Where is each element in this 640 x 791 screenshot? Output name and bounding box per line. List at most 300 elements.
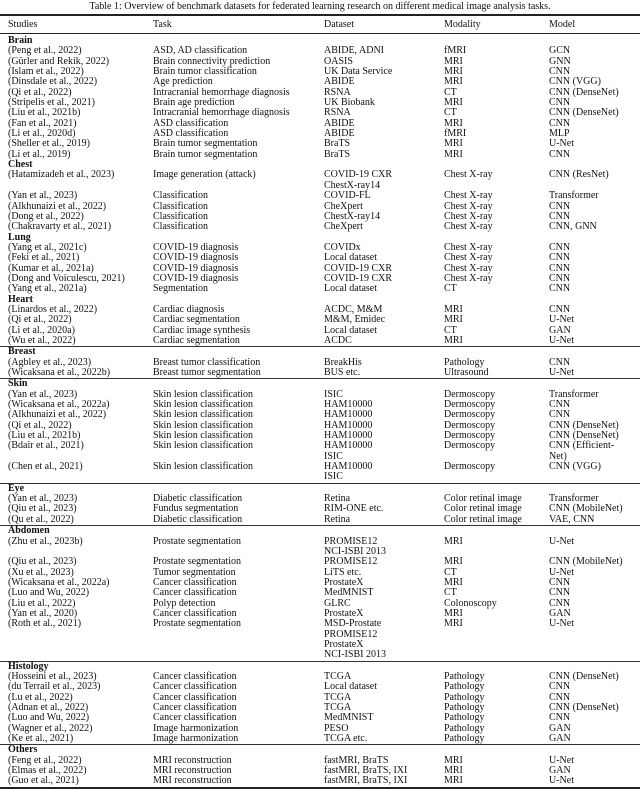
study-cell: (Wicaksana et al., 2022b) [8, 367, 111, 378]
model-cell: GCN [549, 45, 571, 57]
task-cell: Prostate segmentation [153, 618, 242, 630]
study-cell: (Xu et al., 2023) [8, 566, 74, 578]
table-row [0, 431, 640, 441]
dataset-cell: TCGA etc. [324, 733, 368, 745]
modality-cell: Chest X-ray [444, 241, 493, 253]
table-row [0, 119, 640, 129]
task-cell: Segmentation [153, 283, 208, 295]
table-row [0, 588, 640, 598]
task-cell: Skin lesion classification [153, 388, 253, 400]
model-cell: CNN [549, 117, 571, 129]
table-row [0, 139, 640, 149]
model-cell: U-Net [549, 754, 574, 766]
table-row [0, 619, 640, 661]
modality-cell: Pathology [444, 733, 485, 745]
dataset-cell: fastMRI, BraTS, IXI [324, 765, 408, 777]
model-cell: U-Net [549, 566, 574, 578]
model-cell: CNN (DenseNet) [549, 419, 619, 431]
model-cell: U-Net [549, 775, 574, 787]
model-cell: Transformer [549, 388, 599, 400]
dataset-cell: HAM10000 ISIC [324, 461, 373, 483]
dataset-cell: PESO [324, 722, 349, 734]
task-cell: Cardiac image synthesis [153, 324, 251, 336]
task-cell: Brain tumor classification [153, 66, 257, 78]
dataset-cell: COVID-FL [324, 190, 371, 202]
task-cell: Classification [153, 200, 208, 212]
table-row [0, 578, 640, 588]
study-cell: (Qu et al., 2022) [8, 513, 74, 525]
modality-cell: MRI [444, 97, 463, 109]
table-row [0, 88, 640, 98]
model-cell: CNN [549, 597, 571, 609]
task-cell: Prostate segmentation [153, 556, 242, 568]
dataset-cell: RIM-ONE etc. [324, 503, 384, 515]
task-cell: ASD classification [153, 117, 229, 129]
study-cell: (Dong and Voiculescu, 2021) [8, 272, 125, 284]
modality-cell: MRI [444, 138, 463, 150]
model-cell: CNN [549, 200, 571, 212]
task-cell: Prostate segmentation [153, 535, 242, 547]
section-title: Breast [8, 346, 36, 358]
benchmark-table [0, 14, 640, 789]
study-cell: (Qi et al., 2022) [8, 86, 72, 98]
model-cell: CNN (MobileNet) [549, 503, 623, 515]
table-row [0, 150, 640, 160]
table-row [0, 494, 640, 504]
modality-cell: CT [444, 324, 457, 336]
task-cell: Cancer classification [153, 607, 237, 619]
table-row [0, 776, 640, 787]
modality-cell: Dermoscopy [444, 399, 496, 411]
dataset-cell: HAM10000 [324, 409, 373, 421]
study-cell: (Alkhunaizi et al., 2022) [8, 409, 107, 421]
study-cell: (Guo et al., 2021) [8, 775, 79, 787]
task-cell: MRI reconstruction [153, 775, 232, 787]
study-cell: (Liu et al., 2021b) [8, 107, 81, 119]
study-cell: (Luo and Wu, 2022) [8, 712, 90, 724]
section-title: Heart [8, 293, 33, 305]
model-cell: U-Net [549, 367, 574, 378]
model-cell: GAN [549, 765, 571, 777]
task-cell: Skin lesion classification [153, 430, 253, 442]
modality-cell: Dermoscopy [444, 388, 496, 400]
modality-cell: MRI [444, 66, 463, 78]
task-cell: Brain connectivity prediction [153, 55, 271, 67]
study-cell: (Luo and Wu, 2022) [8, 587, 90, 599]
task-cell: Cancer classification [153, 691, 237, 703]
dataset-cell: HAM10000 ISIC [324, 440, 373, 462]
section-title: Chest [8, 159, 33, 171]
modality-cell: fMRI [444, 45, 467, 57]
table-row [0, 108, 640, 118]
study-cell: (Alkhunaizi et al., 2022) [8, 200, 107, 212]
modality-cell: Ultrasound [444, 367, 489, 378]
dataset-cell: GLRC [324, 597, 351, 609]
table-row [0, 202, 640, 212]
table-row [0, 274, 640, 284]
model-cell: Transformer [549, 493, 599, 505]
study-cell: (Hosseini et al., 2023) [8, 670, 97, 682]
modality-cell: Dermoscopy [444, 430, 496, 442]
section-title: Histology [8, 660, 49, 672]
model-cell: CNN [549, 576, 571, 588]
modality-cell: MRI [444, 76, 463, 88]
section-title: Others [8, 744, 38, 756]
modality-cell: Chest X-ray [444, 210, 493, 222]
model-cell: U-Net [549, 314, 574, 326]
study-cell: (Wicaksana et al., 2022a) [8, 576, 110, 588]
modality-cell: Chest X-ray [444, 169, 493, 181]
study-cell: (Qi et al., 2022) [8, 419, 72, 431]
task-cell: Fundus segmentation [153, 503, 239, 515]
dataset-cell: ABIDE [324, 128, 355, 140]
dataset-cell: fastMRI, BraTS, IXI [324, 775, 408, 787]
task-cell: Intracranial hemorrhage diagnosis [153, 86, 290, 98]
dataset-cell: fastMRI, BraTS [324, 754, 389, 766]
benchmark-table-container [0, 14, 640, 789]
task-cell: MRI reconstruction [153, 765, 232, 777]
model-cell: Transformer [549, 190, 599, 202]
study-cell: (Yan et al., 2023) [8, 190, 78, 202]
modality-cell: Pathology [444, 691, 485, 703]
task-cell: COVID-19 diagnosis [153, 241, 239, 253]
dataset-cell: M&M, Emidec [324, 314, 386, 326]
study-cell: (Zhu et al., 2023b) [8, 535, 83, 547]
model-cell: CNN [549, 272, 571, 284]
section-header-others [0, 745, 640, 756]
modality-cell: Chest X-ray [444, 200, 493, 212]
model-cell: CNN [549, 148, 571, 160]
modality-cell: fMRI [444, 128, 467, 140]
header-model: Model [549, 19, 576, 30]
table-row [0, 315, 640, 325]
task-cell: Cancer classification [153, 681, 237, 693]
modality-cell: MRI [444, 303, 463, 315]
model-cell: CNN (DenseNet) [549, 107, 619, 119]
modality-cell: Color retinal image [444, 513, 522, 525]
dataset-cell: Retina [324, 513, 351, 525]
model-cell: CNN [549, 587, 571, 599]
study-cell: (Liu et al., 2021b) [8, 430, 81, 442]
task-cell: ASD classification [153, 128, 229, 140]
table-row [0, 336, 640, 347]
table-row [0, 537, 640, 558]
section-header-eye [0, 483, 640, 494]
dataset-cell: ABIDE [324, 76, 355, 88]
task-cell: COVID-19 diagnosis [153, 272, 239, 284]
study-cell: (Stripelis et al., 2021) [8, 97, 95, 109]
task-cell: Diabetic classification [153, 493, 243, 505]
table-row [0, 170, 640, 191]
study-cell: (Yang et al., 2021c) [8, 241, 87, 253]
study-cell: (Qiu et al., 2023) [8, 503, 77, 515]
dataset-cell: HAM10000 [324, 399, 373, 411]
study-cell: (Li et al., 2020a) [8, 324, 75, 336]
dataset-cell: MSD-Prostate PROMISE12 ProstateX NCI-ISBI 2013 [324, 618, 386, 661]
modality-cell: Chest X-ray [444, 221, 493, 233]
model-cell: GAN [549, 607, 571, 619]
table-row [0, 682, 640, 692]
model-cell: GAN [549, 722, 571, 734]
study-cell: (Qiu et al., 2023) [8, 556, 77, 568]
task-cell: Breast tumor classification [153, 356, 261, 368]
study-cell: (Wagner et al., 2022) [8, 722, 93, 734]
task-cell: COVID-19 diagnosis [153, 262, 239, 274]
study-cell: (Li et al., 2020d) [8, 128, 76, 140]
study-cell: (Ke et al., 2021) [8, 733, 74, 745]
task-cell: Cardiac diagnosis [153, 303, 225, 315]
task-cell: Cardiac segmentation [153, 314, 240, 326]
dataset-cell: ChestX-ray14 [324, 210, 381, 222]
study-cell: (Gürler and Rekik, 2022) [8, 55, 110, 67]
modality-cell: MRI [444, 556, 463, 568]
table-row [0, 191, 640, 201]
dataset-cell: COVIDx [324, 241, 361, 253]
task-cell: Image generation (attack) [153, 169, 256, 181]
task-cell: Diabetic classification [153, 513, 243, 525]
modality-cell: Chest X-ray [444, 262, 493, 274]
dataset-cell: BUS etc. [324, 367, 361, 378]
dataset-cell: UK Data Service [324, 66, 393, 78]
study-cell: (Islam et al., 2022) [8, 66, 84, 78]
task-cell: Cancer classification [153, 670, 237, 682]
model-cell: VAE, CNN [549, 513, 595, 525]
section-title: Lung [8, 231, 31, 243]
section-header-lung [0, 233, 640, 243]
dataset-cell: MedMNIST [324, 712, 374, 724]
task-cell: Image harmonization [153, 722, 239, 734]
dataset-cell: Local dataset [324, 681, 378, 693]
model-cell: CNN [549, 303, 571, 315]
modality-cell: Pathology [444, 722, 485, 734]
task-cell: COVID-19 diagnosis [153, 252, 239, 264]
modality-cell: MRI [444, 334, 463, 346]
study-cell: (Li et al., 2019) [8, 148, 71, 160]
modality-cell: CT [444, 566, 457, 578]
table-row [0, 441, 640, 462]
model-cell: CNN [549, 356, 571, 368]
dataset-cell: HAM10000 [324, 419, 373, 431]
model-cell: CNN (DenseNet) [549, 702, 619, 713]
task-cell: Cancer classification [153, 712, 237, 724]
modality-cell: MRI [444, 765, 463, 777]
table-row [0, 98, 640, 108]
model-cell: CNN (DenseNet) [549, 430, 619, 442]
dataset-cell: TCGA [324, 702, 352, 713]
modality-cell: Colonoscopy [444, 597, 497, 609]
table-row [0, 326, 640, 336]
task-cell: Age prediction [153, 76, 213, 88]
table-row [0, 222, 640, 232]
task-cell: Skin lesion classification [153, 409, 253, 421]
modality-cell: Chest X-ray [444, 252, 493, 264]
study-cell: (Feki et al., 2021) [8, 252, 80, 264]
dataset-cell: CheXpert [324, 221, 363, 233]
table-row [0, 421, 640, 431]
study-cell: (Elmas et al., 2022) [8, 765, 87, 777]
modality-cell: Pathology [444, 702, 485, 713]
table-row [0, 77, 640, 87]
header-studies: Studies [8, 19, 38, 30]
dataset-cell: MedMNIST [324, 587, 374, 599]
dataset-cell: TCGA [324, 691, 352, 703]
modality-cell: MRI [444, 607, 463, 619]
table-row [0, 410, 640, 420]
dataset-cell: OASIS [324, 55, 353, 67]
section-header-skin [0, 379, 640, 390]
dataset-cell: RSNA [324, 107, 351, 119]
task-cell: Classification [153, 190, 208, 202]
task-cell: Polyp detection [153, 597, 216, 609]
study-cell: (Dinsdale et al., 2022) [8, 76, 98, 88]
table-row [0, 284, 640, 294]
section-title: Abdomen [8, 525, 50, 537]
dataset-cell: RSNA [324, 86, 351, 98]
model-cell: U-Net [549, 535, 574, 547]
section-header-breast [0, 347, 640, 358]
model-cell: U-Net [549, 138, 574, 150]
dataset-cell: ISIC [324, 388, 343, 400]
study-cell: (Yan et al., 2023) [8, 388, 78, 400]
modality-cell: Color retinal image [444, 503, 522, 515]
study-cell: (Sheller et al., 2019) [8, 138, 90, 150]
table-row [0, 57, 640, 67]
table-row [0, 557, 640, 567]
dataset-cell: BraTS [324, 138, 351, 150]
modality-cell: Dermoscopy [444, 440, 496, 452]
task-cell: Cancer classification [153, 587, 237, 599]
study-cell: (Feng et al., 2022) [8, 754, 82, 766]
dataset-cell: TCGA [324, 670, 352, 682]
study-cell: (Wu et al., 2022) [8, 334, 76, 346]
model-cell: CNN [549, 97, 571, 109]
study-cell: (Roth et al., 2021) [8, 618, 82, 630]
study-cell: (Lu et al., 2022) [8, 691, 73, 703]
table-row [0, 515, 640, 526]
study-cell: (Bdair et al., 2021) [8, 440, 84, 452]
section-header-abdomen [0, 526, 640, 537]
table-row [0, 368, 640, 379]
study-cell: (Yan et al., 2020) [8, 607, 78, 619]
dataset-cell: HAM10000 [324, 430, 373, 442]
table-row [0, 305, 640, 315]
modality-cell: MRI [444, 775, 463, 787]
dataset-cell: UK Biobank [324, 97, 375, 109]
study-cell: (Linardos et al., 2022) [8, 303, 98, 315]
model-cell: CNN [549, 409, 571, 421]
study-cell: (Chen et al., 2021) [8, 461, 83, 473]
dataset-cell: Local dataset [324, 283, 378, 295]
modality-cell: CT [444, 283, 457, 295]
dataset-cell: BraTS [324, 148, 351, 160]
task-cell: Cancer classification [153, 576, 237, 588]
modality-cell: MRI [444, 148, 463, 160]
model-cell: MLP [549, 128, 570, 140]
section-header-brain [0, 34, 640, 47]
model-cell: CNN [549, 210, 571, 222]
model-cell: CNN (VGG) [549, 461, 601, 473]
modality-cell: MRI [444, 117, 463, 129]
model-cell: U-Net [549, 334, 574, 346]
task-cell: Intracranial hemorrhage diagnosis [153, 107, 290, 119]
dataset-cell: ABIDE [324, 117, 355, 129]
task-cell: Skin lesion classification [153, 419, 253, 431]
table-row [0, 734, 640, 745]
model-cell: CNN (VGG) [549, 76, 601, 88]
model-cell: CNN [549, 691, 571, 703]
study-cell: (Chakravarty et al., 2021) [8, 221, 112, 233]
dataset-cell: ACDC, M&M [324, 303, 383, 315]
modality-cell: Pathology [444, 356, 485, 368]
table-row [0, 462, 640, 483]
task-cell: Tumor segmentation [153, 566, 236, 578]
section-title: Skin [8, 378, 28, 390]
modality-cell: CT [444, 107, 457, 119]
task-cell: Skin lesion classification [153, 440, 253, 452]
study-cell: (du Terrail et al., 2023) [8, 681, 101, 693]
table-row [0, 599, 640, 609]
task-cell: Cardiac segmentation [153, 334, 240, 346]
model-cell: CNN (Efficient- Net) [549, 440, 615, 462]
table-row [0, 253, 640, 263]
dataset-cell: ProstateX [324, 576, 364, 588]
dataset-cell: LiTS etc. [324, 566, 362, 578]
model-cell: U-Net [549, 618, 574, 630]
study-cell: (Qi et al., 2022) [8, 314, 72, 326]
dataset-cell: ABIDE, ADNI [324, 45, 384, 57]
modality-cell: CT [444, 587, 457, 599]
dataset-cell: COVID-19 CXR [324, 262, 393, 274]
model-cell: CNN [549, 283, 571, 295]
table-row [0, 243, 640, 253]
modality-cell: Pathology [444, 670, 485, 682]
header-modality: Modality [444, 19, 481, 30]
table-row [0, 756, 640, 766]
model-cell: CNN [549, 241, 571, 253]
table-row [0, 703, 640, 713]
modality-cell: MRI [444, 314, 463, 326]
dataset-cell: COVID-19 CXR [324, 272, 393, 284]
modality-cell: Dermoscopy [444, 419, 496, 431]
model-cell: GNN [549, 55, 571, 67]
study-cell: (Fan et al., 2021) [8, 117, 77, 129]
table-row [0, 609, 640, 619]
table-row [0, 766, 640, 776]
task-cell: Brain age prediction [153, 97, 235, 109]
dataset-cell: CheXpert [324, 200, 363, 212]
study-cell: (Dong et al., 2022) [8, 210, 84, 222]
task-cell: ASD, AD classification [153, 45, 248, 57]
section-title: Brain [8, 35, 33, 46]
task-cell: Brain tumor segmentation [153, 138, 258, 150]
modality-cell: MRI [444, 618, 463, 630]
section-title: Eye [8, 482, 25, 494]
modality-cell: Dermoscopy [444, 409, 496, 421]
task-cell: Breast tumor segmentation [153, 367, 261, 378]
header-row [0, 15, 640, 34]
study-cell: (Kumar et al., 2021a) [8, 262, 94, 274]
dataset-cell: Local dataset [324, 252, 378, 264]
dataset-cell: PROMISE12 NCI-ISBI 2013 [324, 535, 386, 557]
table-row [0, 724, 640, 734]
model-cell: CNN [549, 262, 571, 274]
study-cell: (Liu et al., 2022) [8, 597, 76, 609]
study-cell: (Adnan et al., 2022) [8, 702, 89, 713]
modality-cell: MRI [444, 576, 463, 588]
table-caption: Table 1: Overview of benchmark datasets for federated learning research on different medical image analysis tasks. [89, 1, 551, 12]
modality-cell: Chest X-ray [444, 190, 493, 202]
modality-cell: Dermoscopy [444, 461, 496, 473]
